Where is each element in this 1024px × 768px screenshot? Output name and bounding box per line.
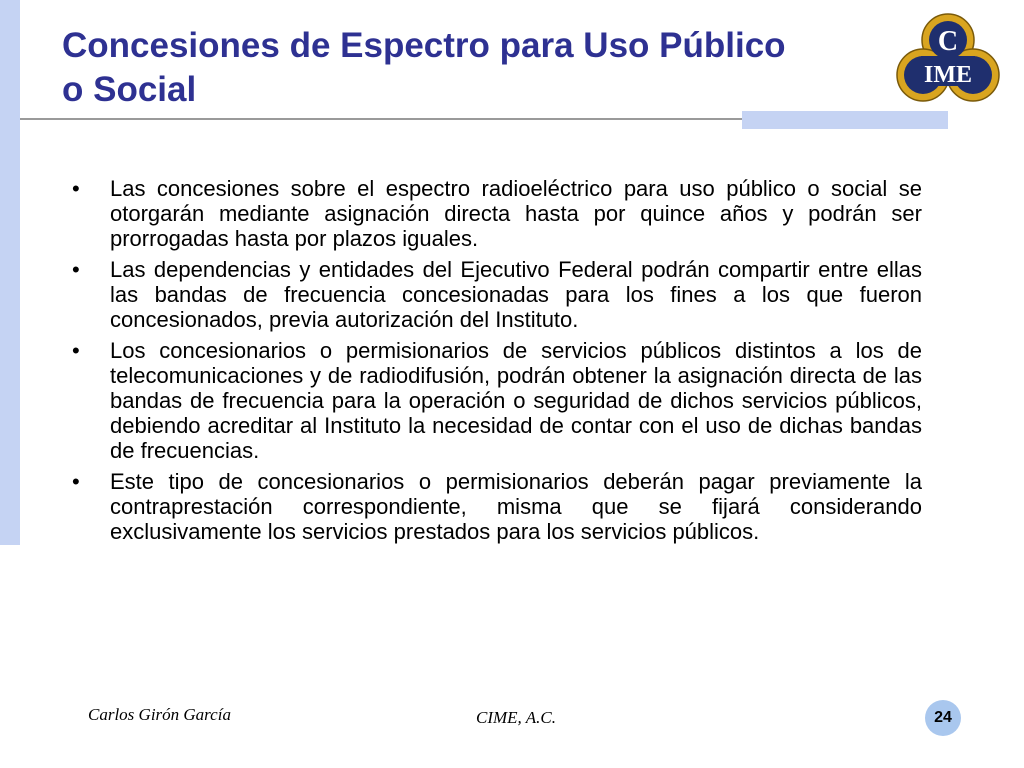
bullet-text: Las concesiones sobre el espectro radioeléctrico para uso público o social se otorgarán mediante asignación directa hasta por quince años y podrán ser prorrogadas hasta por plazos iguales. <box>110 176 922 251</box>
bullet-item <box>72 469 922 544</box>
bullet-text: Este tipo de concesionarios o permisionarios deberán pagar previamente la contraprestación correspondiente, misma que se fijará considerando exclusivamente los servicios prestados para los servicios públicos. <box>110 469 922 544</box>
bullet-text: Las dependencias y entidades del Ejecutivo Federal podrán compartir entre ellas las bandas de frecuencia concesionadas para los fines a los que fueron concesionados, previa autorización del Instituto. <box>110 257 922 332</box>
left-accent-bar <box>0 0 20 545</box>
logo-letter-c: C <box>937 26 959 57</box>
bullet-item <box>72 257 922 332</box>
footer-author: Carlos Girón García <box>88 705 231 724</box>
slide-title-line2: o Social <box>62 70 197 109</box>
slide-title <box>62 24 912 112</box>
bullet-text: Los concesionarios o permisionarios de servicios públicos distintos a los de telecomunicaciones y de radiodifusión, podrán obtener la asignación directa de las bandas de frecuencia para la operación o seguridad de dichos servicios públicos, debiendo acreditar al Instituto la necesidad de contar con el uso de dichas bandas de frecuencias. <box>110 338 922 463</box>
page-number: 24 <box>934 709 952 726</box>
logo-letters-ime: IME <box>924 62 972 88</box>
bullet-dot: • <box>72 176 80 201</box>
bullet-dot: • <box>72 338 80 363</box>
bullet-item <box>72 338 922 463</box>
bullet-item <box>72 176 922 251</box>
title-accent-bar <box>742 111 948 129</box>
bullet-dot: • <box>72 257 80 282</box>
footer-organization: CIME, A.C. <box>476 708 556 727</box>
bullet-list <box>72 176 922 550</box>
cime-logo <box>893 10 1003 110</box>
bullet-dot: • <box>72 469 80 494</box>
page-number-badge <box>925 700 961 736</box>
slide-title-line1: Concesiones de Espectro para Uso Público <box>62 26 786 65</box>
